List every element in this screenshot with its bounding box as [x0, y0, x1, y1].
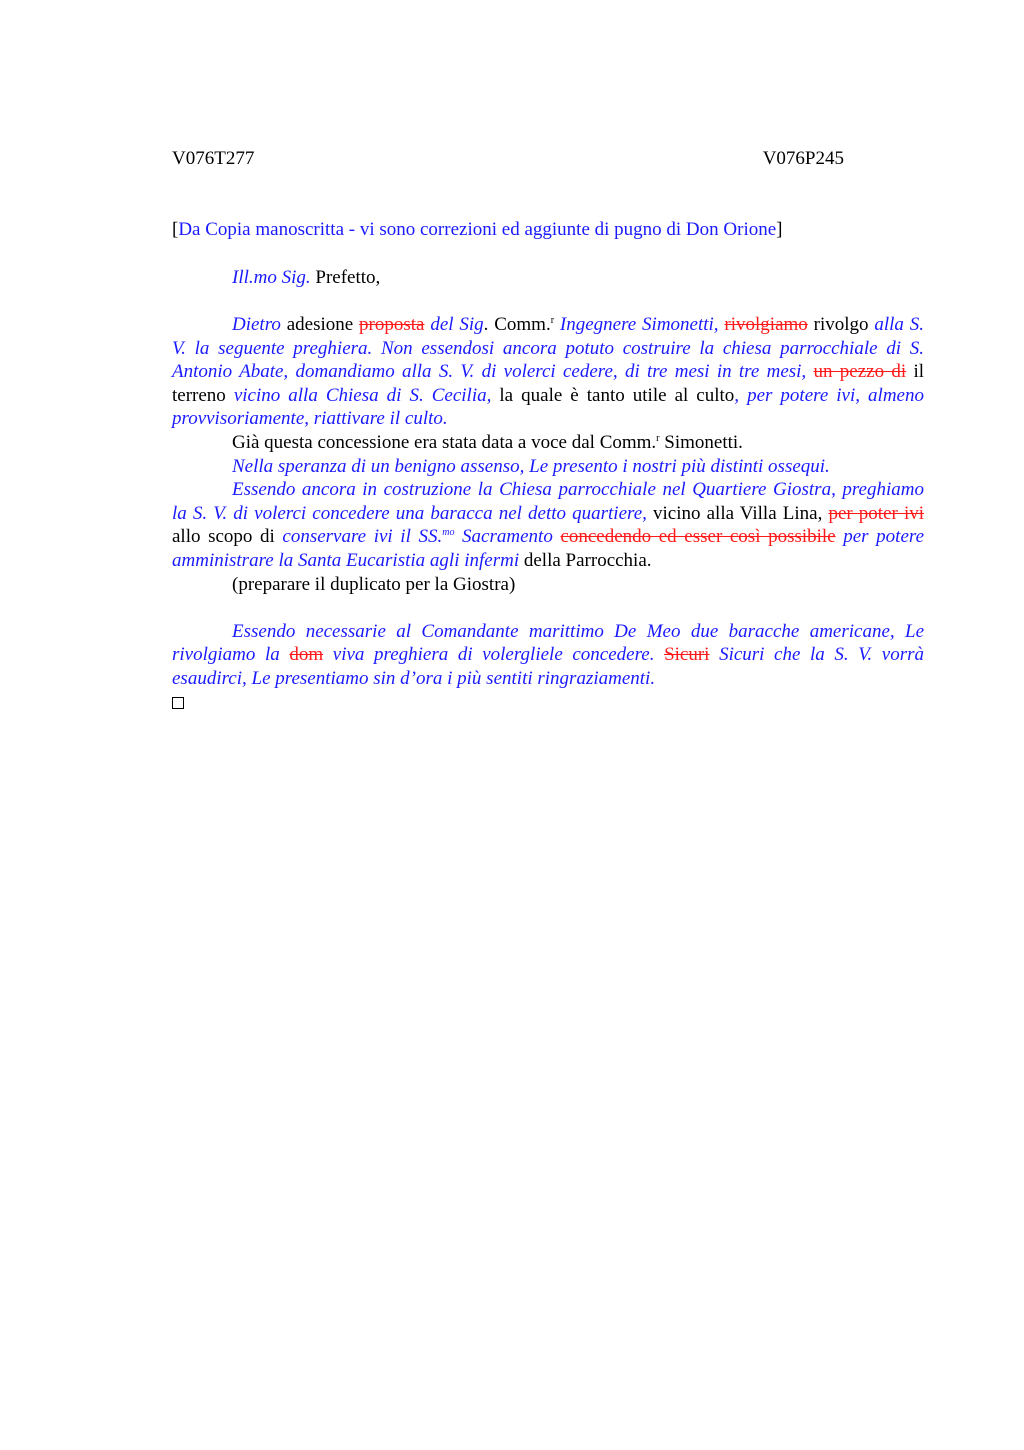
addition-text: Dietro [232, 314, 281, 335]
original-text: la quale è tanto utile al culto [491, 384, 735, 406]
paragraph-request-barrack [172, 478, 924, 572]
paragraph-greetings [172, 455, 924, 479]
source-note-text: Da Copia manoscritta - vi sono correzioni ed aggiunte di pugno di Don Orione [178, 219, 777, 240]
deleted-text: concedendo ed esser così possibile [560, 526, 836, 548]
addition-text: del Sig [424, 314, 484, 335]
addition-text: conservare ivi il SS. [282, 526, 443, 548]
original-text: (preparare il duplicato per la Giostra) [232, 573, 516, 595]
superscript: r [656, 432, 660, 444]
addition-text: Essendo necessarie al Comandante marittimo De Meo due baracche americane, Le rivolgiamo la [172, 620, 924, 666]
original-text: della Parrocchia. [519, 549, 652, 571]
paragraph-concession [172, 431, 924, 455]
deleted-text: per poter ivi [828, 502, 925, 524]
superscript: mo [442, 527, 455, 539]
source-note-close-bracket: ] [776, 219, 783, 240]
original-text: vicino alla Villa Lina, [646, 502, 829, 524]
superscript: r [550, 315, 555, 326]
letter-body [172, 313, 924, 691]
addition-text: Essendo ancora in costruzione la Chiesa parrocchiale nel Quartiere Giostra, preghiamo la S. V. di volerci concedere una baracca nel detto quartiere, [172, 479, 924, 524]
addition-text: Sicuri che la S. V. vorrà esaudirci, Le presentiamo sin d’ora i più sentiti ringraziamenti. [172, 644, 924, 689]
original-text: . Comm. [483, 314, 551, 335]
deleted-text: rivolgiamo [724, 314, 808, 335]
original-text: allo scopo di [172, 526, 283, 548]
paragraph-request-commander [172, 620, 924, 691]
salutation-name: Prefetto, [310, 267, 381, 288]
paragraph-gap [172, 596, 924, 620]
deleted-text: proposta [359, 314, 425, 335]
original-text: il terreno [172, 361, 925, 406]
addition-text: , per potere ivi, almeno provvisoriamente, riattivare il culto. [172, 384, 924, 430]
addition-text: Nella speranza di un benigno assenso, Le presento i nostri più distinti ossequi. [232, 455, 830, 477]
addition-text: Sacramento [454, 526, 561, 548]
addition-text: viva preghiera di volergliele concedere. [323, 644, 665, 666]
addition-text: alla S. V. la seguente preghiera. Non essendosi ancora potuto costruire la chiesa parrocchiale di S. Antonio Abate, domandiamo alla S. V. di volerci cedere, di tre mesi in tre mesi, [172, 314, 924, 383]
deleted-text: un pezzo di [813, 361, 907, 383]
original-text: rivolgo [807, 314, 875, 335]
end-square-icon [172, 697, 184, 709]
document-code-left: V076T277 [172, 148, 255, 169]
addition-text: per potere amministrare la Santa Eucaristia agli infermi [172, 526, 925, 571]
deleted-text: Sicuri [664, 644, 710, 666]
source-note-open-bracket: [ [172, 219, 179, 240]
salutation [232, 266, 380, 290]
addition-text: Ingegnere Simonetti, [554, 314, 725, 335]
deleted-text: dom [289, 644, 324, 666]
original-text: Simonetti. [659, 431, 743, 453]
original-text: adesione [280, 314, 360, 335]
paragraph-request-terrain [172, 313, 924, 431]
source-note [172, 218, 783, 242]
addition-text: vicino alla Chiesa di S. Cecilia, [233, 384, 492, 406]
salutation-title: Ill.mo Sig. [232, 267, 311, 288]
paragraph-duplicate-note [172, 573, 924, 597]
document-code-right: V076P245 [762, 148, 844, 169]
original-text: Già questa concessione era stata data a voce dal Comm. [232, 431, 657, 453]
